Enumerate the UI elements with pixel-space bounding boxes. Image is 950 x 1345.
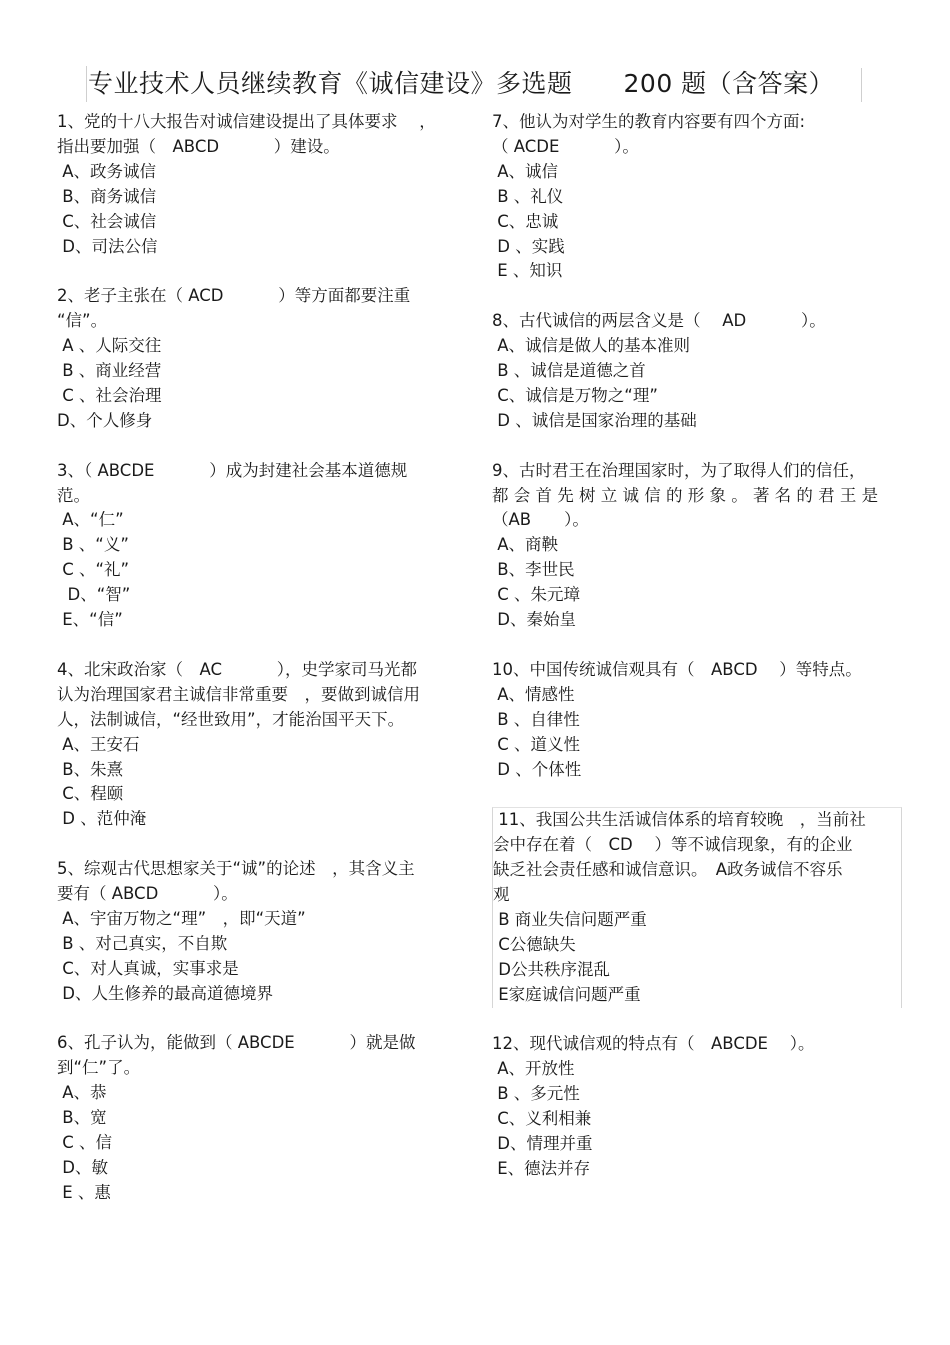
answer-option: D、“智” <box>57 585 131 605</box>
answer-option: B、李世民 <box>492 560 575 580</box>
question-text-line: 指出要加强（ ABCD ）建设。 <box>57 136 340 156</box>
title-rule-right <box>861 68 862 102</box>
question-q7 <box>492 110 902 284</box>
answer-option: D、司法公信 <box>57 236 158 256</box>
question-text-line: 缺乏社会责任感和诚信意识。 A政务诚信不容乐 <box>493 860 843 880</box>
question-q8 <box>492 309 902 434</box>
question-spacer <box>492 284 902 309</box>
answer-option: B 、对己真实，不自欺 <box>57 933 228 953</box>
question-q10 <box>492 658 902 783</box>
question-text-line: 12、现代诚信观的特点有（ ABCDE ）。 <box>492 1034 815 1054</box>
question-q11 <box>492 807 902 1007</box>
question-text-line: 11、我国公共生活诚信体系的培育较晚 ，当前社 <box>493 810 866 830</box>
answer-option: A 、人际交往 <box>57 336 162 356</box>
question-q6 <box>57 1031 457 1205</box>
left-question-column <box>57 110 457 1206</box>
answer-option: C、义利相兼 <box>492 1109 592 1129</box>
answer-option: D 、范仲淹 <box>57 809 147 829</box>
answer-option: B 、诚信是道德之首 <box>492 361 646 381</box>
answer-option: D、敏 <box>57 1157 108 1177</box>
question-text-line: 10、中国传统诚信观具有（ ABCD ）等特点。 <box>492 659 862 679</box>
question-q3 <box>57 459 457 633</box>
right-question-column <box>492 110 902 1182</box>
question-text-line: 认为治理国家君主诚信非常重要 ，要做到诚信用 <box>57 684 420 704</box>
answer-option: B 商业失信问题严重 <box>493 909 647 929</box>
answer-option: B 、自律性 <box>492 709 580 729</box>
question-text-line: 要有（ ABCD ）。 <box>57 884 238 904</box>
answer-option: A、诚信是做人的基本准则 <box>492 336 691 356</box>
answer-option: C 、道义性 <box>492 734 581 754</box>
question-text-line: 8、古代诚信的两层含义是（ AD ）。 <box>492 311 826 331</box>
question-text-line: 9、古时君王在治理国家时，为了取得人们的信任， <box>492 460 866 480</box>
question-spacer <box>492 434 902 459</box>
answer-option: A、恭 <box>57 1083 107 1103</box>
question-spacer <box>57 832 457 857</box>
answer-option: A、商鞅 <box>492 535 559 555</box>
answer-option: D 、诚信是国家治理的基础 <box>492 410 697 430</box>
question-text-line: 4、北宋政治家（ AC ），史学家司马光都 <box>57 659 418 679</box>
answer-option: D 、个体性 <box>492 759 582 779</box>
page-title: 专业技术人员继续教育《诚信建设》多选题 200 题（含答案） <box>88 69 835 98</box>
answer-option: C、社会诚信 <box>57 211 157 231</box>
question-q9 <box>492 459 902 633</box>
question-spacer <box>492 782 902 807</box>
question-text-line: 2、老子主张在（ ACD ）等方面都要注重 <box>57 286 411 306</box>
title-rule-left <box>86 66 87 102</box>
answer-option: B 、“义” <box>57 535 129 555</box>
question-text-line: 到“仁”了。 <box>57 1058 141 1078</box>
question-text-line: 3、（ ABCDE ）成为封建社会基本道德规 <box>57 460 408 480</box>
answer-option: C 、信 <box>57 1133 113 1153</box>
answer-option: C公德缺失 <box>493 934 576 954</box>
answer-option: C、忠诚 <box>492 211 559 231</box>
answer-option: E 、知识 <box>492 261 563 281</box>
answer-option: E、“信” <box>57 610 123 630</box>
answer-option: D、人生修养的最高道德境界 <box>57 983 273 1003</box>
answer-option: B 、多元性 <box>492 1084 580 1104</box>
answer-option: C 、社会治理 <box>57 385 162 405</box>
answer-option: A、政务诚信 <box>57 161 157 181</box>
question-spacer <box>57 633 457 658</box>
answer-option: E家庭诚信问题严重 <box>493 984 641 1004</box>
answer-option: D公共秩序混乱 <box>493 959 610 979</box>
question-spacer <box>57 1007 457 1032</box>
question-q2 <box>57 284 457 433</box>
question-q1 <box>57 110 457 259</box>
question-text-line: 会中存在着（ CD ）等不诚信现象，有的企业 <box>493 835 853 855</box>
answer-option: C、诚信是万物之“理” <box>492 385 658 405</box>
answer-option: A、开放性 <box>492 1059 575 1079</box>
question-text-line: 6、孔子认为，能做到（ ABCDE ）就是做 <box>57 1033 416 1053</box>
question-text-line: 范。 <box>57 485 90 505</box>
answer-option: D、个人修身 <box>57 410 153 430</box>
question-q4 <box>57 658 457 832</box>
answer-option: C、对人真诚，实事求是 <box>57 958 239 978</box>
question-spacer <box>492 633 902 658</box>
answer-option: C、程颐 <box>57 784 124 804</box>
question-text-line: 7、他认为对学生的教育内容要有四个方面: <box>492 112 806 131</box>
answer-option: A、宇宙万物之“理” ，即“天道” <box>57 908 306 928</box>
answer-option: A、情感性 <box>492 684 575 704</box>
answer-option: B 、商业经营 <box>57 361 162 381</box>
answer-option: A、王安石 <box>57 734 140 754</box>
question-spacer <box>492 1008 902 1033</box>
answer-option: D、秦始皇 <box>492 610 576 630</box>
question-q5 <box>57 857 457 1006</box>
answer-option: B、宽 <box>57 1108 107 1128</box>
answer-option: B、商务诚信 <box>57 186 157 206</box>
answer-option: B 、礼仪 <box>492 186 564 206</box>
answer-option: D 、实践 <box>492 236 565 256</box>
answer-option: A、诚信 <box>492 161 559 181</box>
answer-option: C 、“礼” <box>57 560 130 580</box>
answer-option: B、朱熹 <box>57 759 124 779</box>
question-spacer <box>57 259 457 284</box>
question-text-line: 5、综观古代思想家关于“诚”的论述 ，其含义主 <box>57 859 415 879</box>
answer-option: E 、惠 <box>57 1182 111 1202</box>
question-text-line: 观 <box>493 885 510 905</box>
answer-option: A、“仁” <box>57 510 124 530</box>
answer-option: D、情理并重 <box>492 1134 593 1154</box>
question-text-line: （AB ）。 <box>492 510 589 530</box>
question-spacer <box>57 434 457 459</box>
answer-option: C 、朱元璋 <box>492 585 581 605</box>
answer-option: E、德法并存 <box>492 1158 591 1178</box>
question-text-line: “信”。 <box>57 311 108 331</box>
question-q12 <box>492 1032 902 1181</box>
question-text-line: （ ACDE ）。 <box>492 136 639 156</box>
question-text-line: 1、党的十八大报告对诚信建设提出了具体要求 ， <box>57 112 436 131</box>
question-text-line: 人，法制诚信，“经世致用”，才能治国平天下。 <box>57 709 405 729</box>
question-text-line: 都 会 首 先 树 立 诚 信 的 形 象 。 著 名 的 君 王 是 <box>492 485 879 505</box>
